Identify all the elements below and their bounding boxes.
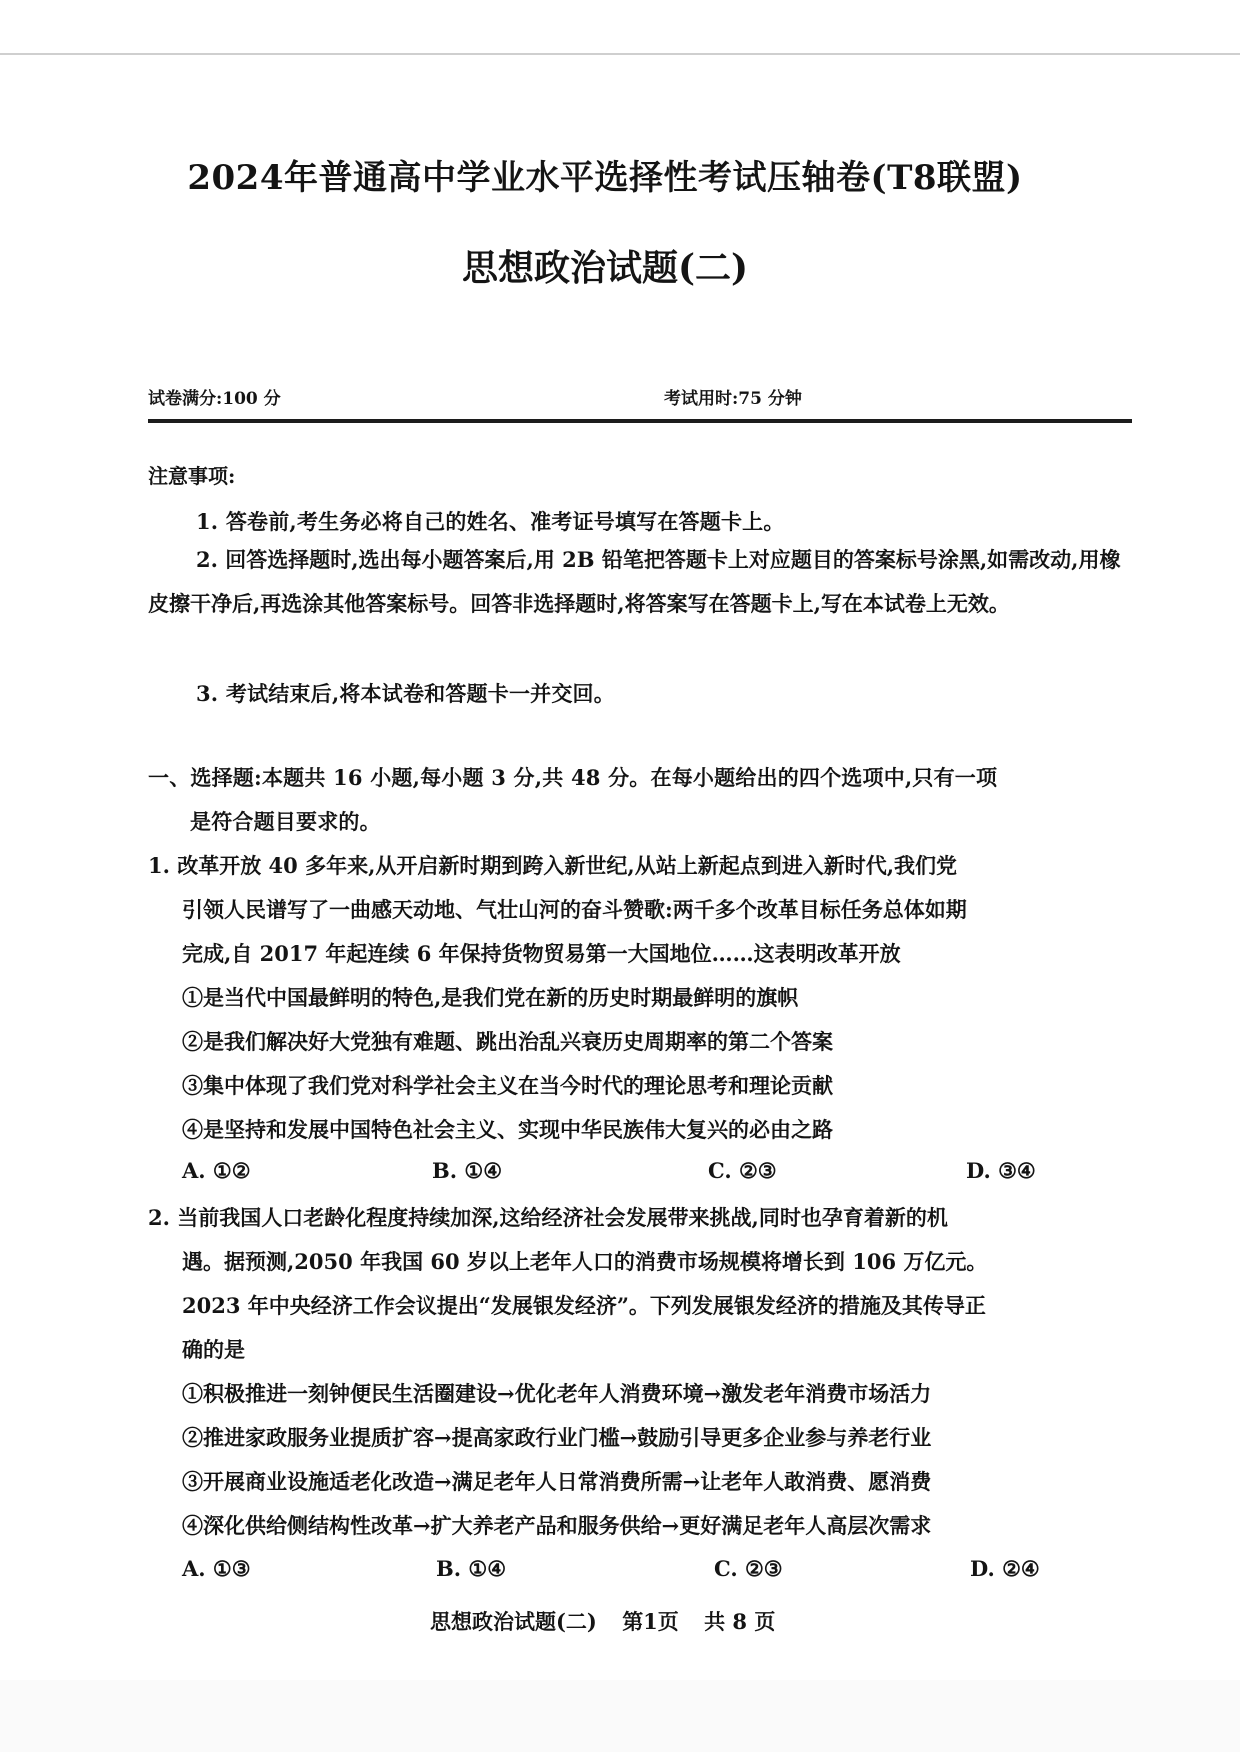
section-heading-line2: 是符合题目要求的。 [190, 809, 381, 834]
page-footer [430, 1606, 793, 1636]
footer-page-number: 第1页 [622, 1609, 679, 1634]
q2-stem-line-4: 确的是 [182, 1337, 245, 1362]
q2-option-a: A. ①③ [182, 1556, 251, 1581]
q2-option-c: C. ②③ [714, 1556, 783, 1581]
exam-title: 2024年普通高中学业水平选择性考试压轴卷(T8联盟) [187, 158, 1023, 198]
q2-stem-line-1: 2. 当前我国人口老龄化程度持续加深,这给经济社会发展带来挑战,同时也孕育着新的机 [148, 1205, 948, 1230]
footer-doc-name: 思想政治试题(二) [430, 1609, 597, 1634]
q1-statement-2: ②是我们解决好大党独有难题、跳出治乱兴衰历史周期率的第二个答案 [182, 1029, 833, 1054]
page-bottom-margin [0, 1680, 1240, 1752]
section-heading-line1: 一、选择题:本题共 16 小题,每小题 3 分,共 48 分。在每小题给出的四个选项中,只有一项 [148, 765, 998, 790]
notice-item-3: 3. 考试结束后,将本试卷和答题卡一并交回。 [196, 681, 615, 706]
q2-statement-3: ③开展商业设施适老化改造→满足老年人日常消费所需→让老年人敢消费、愿消费 [182, 1469, 932, 1494]
q1-stem-line-1: 1. 改革开放 40 多年来,从开启新时期到跨入新世纪,从站上新起点到进入新时代,我们党 [148, 853, 958, 878]
notice-item-2: 2. 回答选择题时,选出每小题答案后,用 2B 铅笔把答题卡上对应题目的答案标号涂黑,如需改动,用橡皮擦干净后,再选涂其他答案标号。回答非选择题时,将答案写在答题卡上,写在本试卷上无效。 [148, 547, 1121, 616]
notice-item-1: 1. 答卷前,考生务必将自己的姓名、准考证号填写在答题卡上。 [196, 509, 785, 534]
q2-statement-2: ②推进家政服务业提质扩容→提高家政行业门槛→鼓励引导更多企业参与养老行业 [182, 1425, 932, 1450]
q1-statement-4: ④是坚持和发展中国特色社会主义、实现中华民族伟大复兴的必由之路 [182, 1117, 833, 1142]
q1-option-d: D. ③④ [966, 1158, 1036, 1183]
q2-option-b: B. ①④ [436, 1556, 507, 1581]
q2-stem-line-3: 2023 年中央经济工作会议提出“发展银发经济”。下列发展银发经济的措施及其传导正 [182, 1293, 986, 1318]
footer-total-pages: 共 8 页 [704, 1609, 776, 1634]
q2-stem-line-2: 遇。据预测,2050 年我国 60 岁以上老年人口的消费市场规模将增长到 106 万亿元。 [182, 1249, 988, 1274]
q1-option-c: C. ②③ [708, 1158, 777, 1183]
q1-statement-1: ①是当代中国最鲜明的特色,是我们党在新的历史时期最鲜明的旗帜 [182, 985, 799, 1010]
q1-stem-line-3: 完成,自 2017 年起连续 6 年保持货物贸易第一大国地位……这表明改革开放 [182, 941, 901, 966]
exam-subtitle: 思想政治试题(二) [461, 247, 749, 289]
q2-statement-1: ①积极推进一刻钟便民生活圈建设→优化老年人消费环境→激发老年消费市场活力 [182, 1381, 932, 1406]
q1-option-a: A. ①② [182, 1158, 251, 1183]
q1-stem-line-2: 引领人民谱写了一曲感天动地、气壮山河的奋斗赞歌:两千多个改革目标任务总体如期 [182, 897, 967, 922]
notice-heading: 注意事项: [148, 464, 236, 488]
header-divider [148, 419, 1132, 423]
q1-statement-3: ③集中体现了我们党对科学社会主义在当今时代的理论思考和理论贡献 [182, 1073, 833, 1098]
q1-option-b: B. ①④ [432, 1158, 503, 1183]
q2-statement-4: ④深化供给侧结构性改革→扩大养老产品和服务供给→更好满足老年人高层次需求 [182, 1513, 932, 1538]
top-divider [0, 53, 1240, 55]
time-limit: 考试用时:75 分钟 [664, 389, 802, 409]
full-score: 试卷满分:100 分 [148, 389, 281, 409]
q2-option-d: D. ②④ [970, 1556, 1040, 1581]
